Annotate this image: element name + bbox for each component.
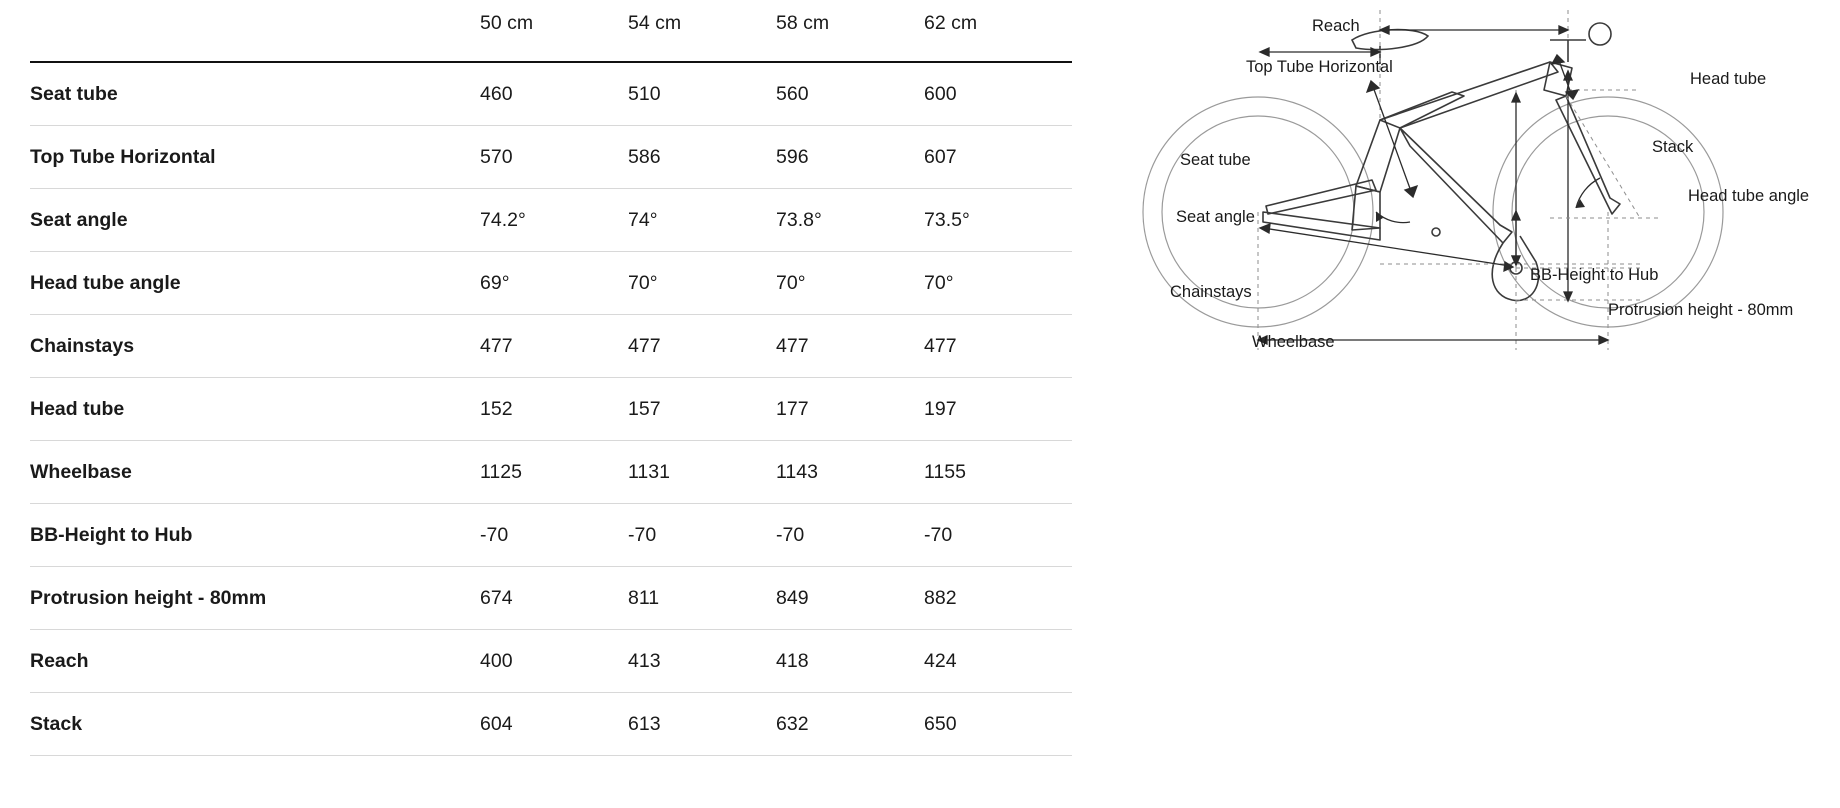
cell-value: 73.5° — [924, 189, 1072, 252]
cell-value: 849 — [776, 567, 924, 630]
cell-value: 70° — [776, 252, 924, 315]
row-label: Stack — [30, 693, 480, 756]
cell-value: -70 — [480, 504, 628, 567]
table-row — [30, 693, 1072, 756]
cell-value: 570 — [480, 126, 628, 189]
row-label: Head tube — [30, 378, 480, 441]
table-body — [30, 62, 1072, 756]
column-header-size-58: 58 cm — [776, 12, 830, 34]
cell-value: 1143 — [776, 441, 924, 504]
label-reach: Reach — [1312, 17, 1360, 35]
cell-value: 477 — [480, 315, 628, 378]
cell-value: 70° — [924, 252, 1072, 315]
cell-value: 477 — [776, 315, 924, 378]
label-top-tube-horizontal: Top Tube Horizontal — [1246, 58, 1393, 76]
cell-value: 613 — [628, 693, 776, 756]
cell-value: 73.8° — [776, 189, 924, 252]
column-header-size-50: 50 cm — [480, 12, 534, 34]
column-header-attribute — [30, 12, 480, 62]
column-header-size-54: 54 cm — [628, 12, 682, 34]
cell-value: 413 — [628, 630, 776, 693]
cell-value: 1155 — [924, 441, 1072, 504]
table-row — [30, 378, 1072, 441]
frame-outline — [1263, 62, 1620, 243]
cell-value: 152 — [480, 378, 628, 441]
bicycle-geometry-diagram — [1080, 0, 1840, 808]
cell-value: 811 — [628, 567, 776, 630]
row-label: Head tube angle — [30, 252, 480, 315]
cell-value: 197 — [924, 378, 1072, 441]
cell-value: 882 — [924, 567, 1072, 630]
seat-angle-arc — [1376, 212, 1410, 223]
cell-value: 177 — [776, 378, 924, 441]
cell-value: 596 — [776, 126, 924, 189]
label-head-tube: Head tube — [1690, 70, 1767, 88]
cell-value: 607 — [924, 126, 1072, 189]
table-row — [30, 567, 1072, 630]
cell-value: -70 — [776, 504, 924, 567]
cell-value: 600 — [924, 62, 1072, 126]
cell-value: 586 — [628, 126, 776, 189]
row-label: Protrusion height - 80mm — [30, 567, 480, 630]
row-label: Chainstays — [30, 315, 480, 378]
row-label: Top Tube Horizontal — [30, 126, 480, 189]
cell-value: 157 — [628, 378, 776, 441]
table-row — [30, 441, 1072, 504]
cell-value: 424 — [924, 630, 1072, 693]
table-row — [30, 630, 1072, 693]
label-seat-angle: Seat angle — [1176, 208, 1255, 226]
cell-value: 418 — [776, 630, 924, 693]
label-wheelbase: Wheelbase — [1252, 333, 1335, 351]
table-row — [30, 62, 1072, 126]
table-row — [30, 189, 1072, 252]
row-label: Reach — [30, 630, 480, 693]
row-label: Seat tube — [30, 62, 480, 126]
cell-value: 74.2° — [480, 189, 628, 252]
cell-value: -70 — [924, 504, 1072, 567]
chainstays-dimension-arrow — [1260, 224, 1513, 271]
row-label: Wheelbase — [30, 441, 480, 504]
cell-value: 69° — [480, 252, 628, 315]
cell-value: 477 — [924, 315, 1072, 378]
cell-value: 460 — [480, 62, 628, 126]
cell-value: 400 — [480, 630, 628, 693]
cell-value: 674 — [480, 567, 628, 630]
cell-value: 477 — [628, 315, 776, 378]
column-header-size-62: 62 cm — [924, 12, 978, 34]
table-row — [30, 126, 1072, 189]
label-protrusion-height: Protrusion height - 80mm — [1608, 301, 1794, 319]
table-header-row — [30, 12, 1072, 62]
table-row — [30, 252, 1072, 315]
table-header — [30, 12, 1072, 62]
cell-value: 560 — [776, 62, 924, 126]
label-bb-height-to-hub: BB-Height to Hub — [1530, 266, 1659, 284]
table-row — [30, 315, 1072, 378]
label-head-tube-angle: Head tube angle — [1688, 187, 1810, 205]
seat-tube-dimension-arrow — [1367, 81, 1417, 197]
cell-value: 510 — [628, 62, 776, 126]
cell-value: 650 — [924, 693, 1072, 756]
cell-value: 74° — [628, 189, 776, 252]
label-seat-tube: Seat tube — [1180, 151, 1251, 169]
cell-value: 1131 — [628, 441, 776, 504]
row-label: Seat angle — [30, 189, 480, 252]
cell-value: 70° — [628, 252, 776, 315]
cell-value: -70 — [628, 504, 776, 567]
geometry-table — [30, 12, 1072, 756]
label-stack: Stack — [1652, 138, 1694, 156]
cell-value: 1125 — [480, 441, 628, 504]
reach-dimension-arrow — [1380, 26, 1568, 34]
label-chainstays: Chainstays — [1170, 283, 1252, 301]
table-row — [30, 504, 1072, 567]
cell-value: 604 — [480, 693, 628, 756]
bb-height-dimension-arrow — [1512, 211, 1520, 265]
cell-value: 632 — [776, 693, 924, 756]
row-label: BB-Height to Hub — [30, 504, 480, 567]
